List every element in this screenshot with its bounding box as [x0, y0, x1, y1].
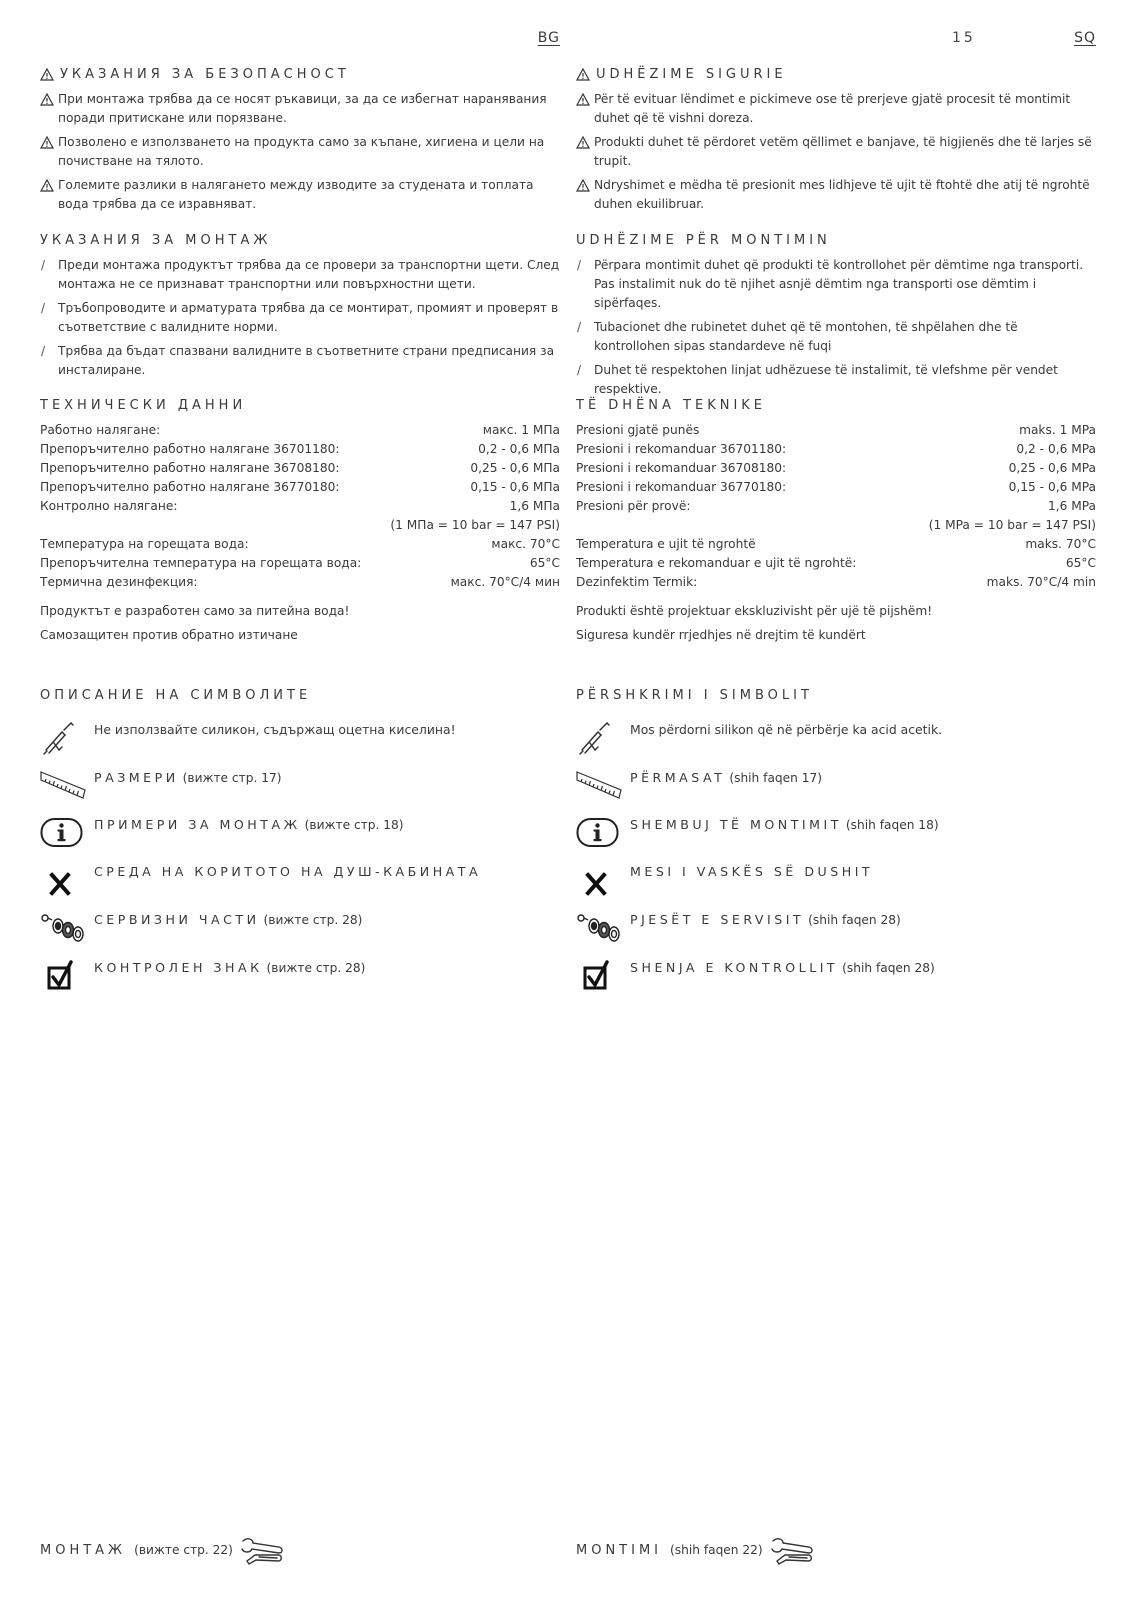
symbols-section	[576, 688, 1096, 711]
slash-bullet-icon: /	[41, 258, 46, 272]
language-code: BG	[537, 30, 560, 46]
dimensions-page-ref: (shih faqen 17)	[729, 771, 823, 785]
safety-list	[40, 90, 560, 214]
warning-icon	[576, 136, 590, 149]
symbol-examples	[40, 815, 560, 855]
info-icon	[40, 815, 86, 855]
list-item: При монтажа трябва да се носят ръкавици, за да се избегнат наранявания поради притискане или порязване.	[40, 90, 560, 128]
tech-row: Presioni gjatë punës maks. 1 MPa	[576, 423, 1096, 437]
list-item: / Тръбопроводите и арматурата трябва да се монтират, промият и проверят в съответствие с валидните норми.	[41, 301, 559, 334]
dimensions-label: РАЗМЕРИ	[94, 770, 179, 785]
footer-page-ref: (shih faqen 22)	[670, 1543, 763, 1557]
tech-row: Dezinfektim Termik: maks. 70°C/4 min	[576, 575, 1096, 589]
symbols-section	[40, 688, 560, 711]
examples-label: ПРИМЕРИ ЗА МОНТАЖ	[94, 817, 301, 832]
check-mark-label: SHENJA E KONTROLLIT	[630, 960, 839, 975]
safety-title-text: UDHËZIME SIGURIE	[596, 67, 787, 82]
service-parts-label: PJESËT E SERVISIT	[630, 912, 805, 927]
symbols-title: PËRSHKRIMI I SIMBOLIT	[576, 688, 813, 703]
tech-section	[40, 398, 560, 650]
x-mark-icon	[576, 862, 622, 902]
dimensions-label: PËRMASAT	[630, 770, 726, 785]
check-mark-label: КОНТРОЛЕН ЗНАК	[94, 960, 263, 975]
slash-bullet-icon: /	[41, 344, 46, 358]
tray-center-label: СРЕДА НА КОРИТОТО НА ДУШ-КАБИНАТА	[94, 864, 482, 879]
ruler-icon	[40, 768, 86, 808]
safety-list	[576, 90, 1096, 214]
symbols-title: ОПИСАНИЕ НА СИМВОЛИТЕ	[40, 688, 312, 703]
drinking-water-note: Produkti është projektuar ekskluzivisht për ujë të pijshëm!	[576, 604, 933, 618]
list-item: Produkti duhet të përdoret vetëm qëllimet e banjave, të higjienës dhe të larjes së trupit.	[576, 133, 1096, 171]
warning-icon	[576, 93, 590, 106]
service-parts-page-ref: (shih faqen 28)	[808, 913, 901, 927]
service-parts-icon	[40, 910, 86, 950]
list-item: / Tubacionet dhe rubinetet duhet që të montohen, të shpëlahen dhe të kontrollohen sipas standardeve në fuqi	[577, 320, 1018, 353]
tech-row: Работно налягане: макс. 1 МПа	[40, 423, 560, 437]
footer-assembly	[40, 1535, 285, 1565]
symbol-examples	[576, 815, 1096, 855]
tech-row: Препоръчителна температура на горещата вода: 65°C	[40, 556, 560, 570]
warning-icon	[40, 136, 54, 149]
list-item: / Duhet të respektohen linjat udhëzuese të instalimit, të vlefshme për vendet respektive.	[577, 363, 1058, 396]
tech-row: Temperatura e rekomanduar e ujit të ngrohtë: 65°C	[576, 556, 1096, 570]
tech-row: Presioni i rekomanduar 36708180: 0,25 - 0,6 MPa	[576, 461, 1096, 475]
symbol-silicone	[40, 720, 560, 760]
bulgarian-column	[40, 0, 560, 1600]
tech-section	[576, 398, 1096, 650]
symbol-silicone	[576, 720, 1096, 760]
list-item: / Преди монтажа продуктът трябва да се провери за транспортни щети. След монтажа не се признават транспортни или повърхностни щети.	[41, 258, 560, 291]
warning-icon	[576, 68, 590, 81]
wrench-screwdriver-icon	[239, 1535, 285, 1565]
symbol-service	[576, 910, 1096, 950]
warning-icon	[40, 68, 54, 81]
ruler-icon	[576, 768, 622, 808]
tech-row: Контролно налягане: 1,6 МПа	[40, 499, 560, 513]
tech-row: Temperatura e ujit të ngrohtë maks. 70°C	[576, 537, 1096, 551]
info-icon	[576, 815, 622, 855]
footer-page-ref: (вижте стр. 22)	[134, 1543, 233, 1557]
assembly-title: УКАЗАНИЯ ЗА МОНТАЖ	[40, 233, 272, 248]
tech-row: Температура на горещата вода: макс. 70°C	[40, 537, 560, 551]
warning-icon	[40, 179, 54, 192]
symbol-service	[40, 910, 560, 950]
list-item: Ndryshimet e mëdha të presionit mes lidhjeve të ujit të ftohtë dhe atij të ngrohtë duhen ekuilibruar.	[576, 176, 1096, 214]
backflow-note: Самозащитен против обратно изтичане	[40, 628, 298, 642]
tech-row: Presioni i rekomanduar 36770180: 0,15 - 0,6 MPa	[576, 480, 1096, 494]
pressure-conversion-note: (1 MPa = 10 bar = 147 PSI)	[928, 518, 1096, 532]
symbol-tray	[576, 862, 1096, 902]
albanian-column	[576, 0, 1096, 1600]
dimensions-page-ref: (вижте стр. 17)	[182, 771, 282, 785]
tech-row: Препоръчително работно налягане 36701180: 0,2 - 0,6 МПа	[40, 442, 560, 456]
assembly-section	[40, 233, 560, 385]
tech-row: Presioni për provë: 1,6 MPa	[576, 499, 1096, 513]
checkbox-icon	[40, 958, 86, 998]
symbol-check	[40, 958, 560, 998]
safety-title	[40, 67, 560, 82]
footer-title: MONTIMI	[576, 1542, 662, 1558]
check-mark-page-ref: (shih faqen 28)	[842, 961, 935, 975]
assembly-list	[40, 256, 560, 380]
tech-row: Presioni i rekomanduar 36701180: 0,2 - 0,6 MPa	[576, 442, 1096, 456]
safety-section	[576, 67, 1096, 219]
safety-title-text: УКАЗАНИЯ ЗА БЕЗОПАСНОСТ	[60, 67, 350, 82]
drinking-water-note: Продуктът е разработен само за питейна вода!	[40, 604, 350, 618]
examples-page-ref: (вижте стр. 18)	[304, 818, 404, 832]
x-mark-icon	[40, 862, 86, 902]
warning-icon	[576, 179, 590, 192]
silicone-gun-icon	[576, 720, 622, 760]
footer-assembly	[576, 1535, 815, 1565]
slash-bullet-icon: /	[577, 363, 582, 377]
safety-title	[576, 67, 1096, 82]
symbol-dimensions	[576, 768, 1096, 808]
symbol-tray	[40, 862, 560, 902]
service-parts-page-ref: (вижте стр. 28)	[263, 913, 363, 927]
tech-row: Термична дезинфекция: макс. 70°C/4 мин	[40, 575, 560, 589]
footer-title: МОНТАЖ	[40, 1542, 127, 1558]
examples-label: SHEMBUJ TË MONTIMIT	[630, 817, 842, 832]
checkbox-icon	[576, 958, 622, 998]
warning-icon	[40, 93, 54, 106]
service-parts-label: СЕРВИЗНИ ЧАСТИ	[94, 912, 260, 927]
symbol-dimensions	[40, 768, 560, 808]
assembly-section	[576, 233, 1096, 404]
assembly-title: UDHËZIME PËR MONTIMIN	[576, 233, 831, 248]
list-item: Позволено е използването на продукта само за къпане, хигиена и цели на почистване на тялото.	[40, 133, 560, 171]
service-parts-icon	[576, 910, 622, 950]
silicone-warning-text: Mos përdorni silikon që në përbërje ka acid acetik.	[630, 722, 943, 737]
tray-center-label: MESI I VASKËS SË DUSHIT	[630, 864, 874, 879]
tech-title: ТЕХНИЧЕСКИ ДАННИ	[40, 398, 247, 413]
pressure-conversion-note: (1 МПа = 10 bar = 147 PSI)	[390, 518, 560, 532]
list-item: Големите разлики в налягането между изводите за студената и топлата вода трябва да се изравняват.	[40, 176, 560, 214]
list-item: / Përpara montimit duhet që produkti të kontrollohet për dëmtime nga transporti. Pas instalimit nuk do të njihet asnjë dëmtim nga transporti ose dëmtim i sipërfaqes.	[577, 258, 1084, 310]
assembly-list	[576, 256, 1096, 399]
tech-row: Препоръчително работно налягане 36770180: 0,15 - 0,6 МПа	[40, 480, 560, 494]
silicone-gun-icon	[40, 720, 86, 760]
slash-bullet-icon: /	[41, 301, 46, 315]
slash-bullet-icon: /	[577, 258, 582, 272]
tech-title: TË DHËNA TEKNIKE	[576, 398, 767, 413]
safety-section	[40, 67, 560, 219]
silicone-warning-text: Не използвайте силикон, съдържащ оцетна киселина!	[94, 722, 456, 737]
slash-bullet-icon: /	[577, 320, 582, 334]
tech-row: Препоръчително работно налягане 36708180: 0,25 - 0,6 МПа	[40, 461, 560, 475]
language-code: SQ	[1074, 30, 1096, 46]
list-item: / Трябва да бъдат спазвани валидните в съответните страни предписания за инсталиране.	[41, 344, 555, 377]
wrench-screwdriver-icon	[769, 1535, 815, 1565]
check-mark-page-ref: (вижте стр. 28)	[266, 961, 366, 975]
examples-page-ref: (shih faqen 18)	[845, 818, 939, 832]
list-item: Për të evituar lëndimet e pickimeve ose të prerjeve gjatë procesit të montimit duhet që të vishni doreza.	[576, 90, 1096, 128]
symbol-check	[576, 958, 1096, 998]
backflow-note: Siguresa kundër rrjedhjes në drejtim të kundërt	[576, 628, 866, 642]
page-number: 15	[952, 30, 976, 46]
